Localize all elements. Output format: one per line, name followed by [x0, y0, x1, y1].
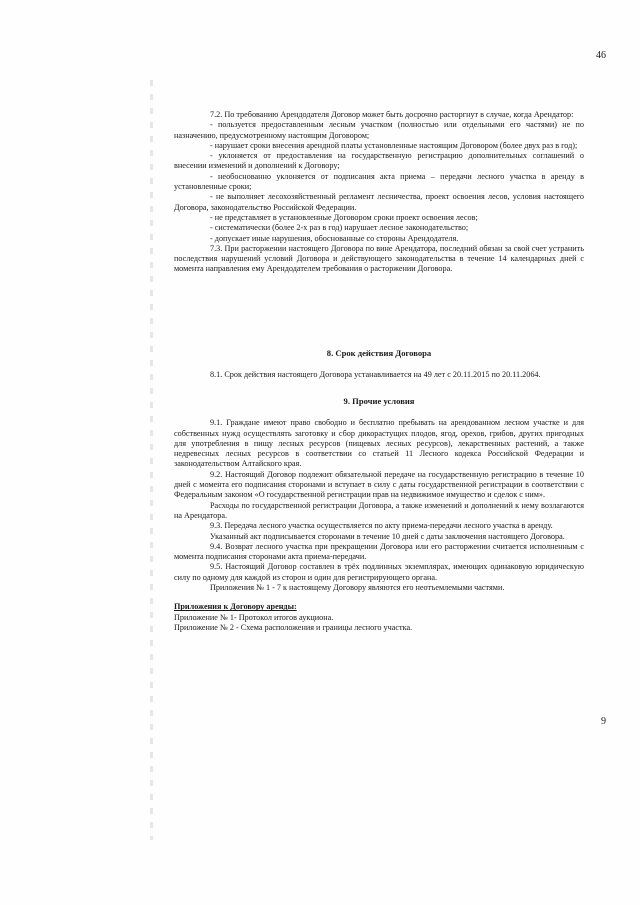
clause-7-2-item: - не представляет в установленные Договором сроки проект освоения лесов; [210, 212, 478, 222]
clause-7-2-item: - пользуется предоставленным лесным участком (полностью или отдельными его частями) не по назначению, предусмотренному настоящим Договором; [174, 120, 584, 140]
appendix-item: Приложение № 1- Протокол итогов аукциона. [174, 612, 334, 622]
clause-9-3: 9.3. Передача лесного участка осуществляется по акту приема-передачи лесного участка в аренду. [210, 521, 553, 531]
appendices-heading: Приложения к Договору аренды: [174, 602, 297, 612]
clause-7-2-intro: 7.2. По требованию Арендодателя Договор может быть досрочно расторгнут в случае, когда Арендатор: [210, 110, 574, 119]
page-number-bottom: 9 [601, 716, 606, 727]
section-8-title: 8. Срок действия Договора [326, 348, 432, 358]
clause-9-1: 9.1. Граждане имеют право свободно и бесплатно пребывать на арендованном лесном участке и для собственных нужд осуществлять заготовку и сбор дикорастущих плодов, ягод, орехов, грибов, других пригодных для употребления в пищу лесных ресурсов (пищевых лесных ресурсов), лекарственных растений, а также недревесных лесных ресурсов в соответствии со статьей 11 Лесного кодекса Российской Федерации и законодательством Алтайского края. [174, 418, 584, 469]
clause-7-3: 7.3. При расторжении настоящего Договора по вине Арендатора, последний обязан за свой счет устранить последствия нарушений условий Договора и действующего законодательства в течение 14 календарных дней с момента направления ему Арендодателем требования о расторжении Договора. [174, 243, 584, 274]
clause-9-3-act: Указанный акт подписывается сторонами в течение 10 дней с даты заключения настоящего Договора. [210, 531, 565, 541]
clause-7-2-item: - нарушает сроки внесения арендной платы установленные настоящим Договором (более двух раз в год); [210, 140, 578, 150]
clause-7-2-item: - не выполняет лесохозяйственный регламент лесничества, проект освоения лесов, условия настоящего Договора, законодательство Российской Федерации. [174, 192, 584, 212]
section-8-block [174, 348, 584, 381]
clause-7-2-item: - необоснованно уклоняется от подписания акта приема – передачи лесного участка в аренду в установленные сроки; [174, 171, 584, 192]
clause-7-2-item: - систематически (более 2-х раз в год) нарушает лесное законодательство; [210, 223, 469, 233]
appendix-item: Приложение № 2 - Схема расположения и границы лесного участка. [174, 622, 413, 632]
scan-binding-edge [150, 80, 153, 840]
section-9-title: 9. Прочие условия [343, 396, 415, 406]
clause-9-2-costs: Расходы по государственной регистрации Договора, а также изменений и дополнений к нему возлагаются на Арендатора. [174, 500, 584, 520]
appendices-note: Приложения № 1 - 7 к настоящему Договору являются его неотъемлемыми частями. [210, 583, 505, 593]
clause-9-2: 9.2. Настоящий Договор подлежит обязательной передаче на государственную регистрацию в течение 10 дней с момента его подписания сторонами и вступает в силу с даты государственной регистрации в соответствии с Федеральным законом «О государственной регистрации прав на недвижимое имущество и сделок с ним». [174, 469, 584, 500]
section-9-block [174, 396, 584, 633]
clause-7-2-block [174, 110, 584, 275]
page-number-top: 46 [596, 50, 606, 61]
clause-7-2-item: - допускает иные нарушения, обоснованные со стороны Арендодателя. [210, 233, 459, 243]
clause-7-2-item: - уклоняется от предоставления на государственную регистрацию дополнительных соглашений о внесении изменений и дополнений к Договору; [174, 151, 584, 171]
clause-9-4: 9.4. Возврат лесного участка при прекращении Договора или его расторжении считается исполненным с момента подписания сторонами акта приема-передачи. [174, 541, 584, 562]
clause-9-5: 9.5. Настоящий Договор составлен в трёх подлинных экземплярах, имеющих одинаковую юридическую силу по одному для каждой из сторон и один для регистрирующего органа. [174, 562, 584, 582]
clause-8-1: 8.1. Срок действия настоящего Договора устанавливается на 49 лет с 20.11.2015 по 20.11.2064. [210, 370, 541, 380]
